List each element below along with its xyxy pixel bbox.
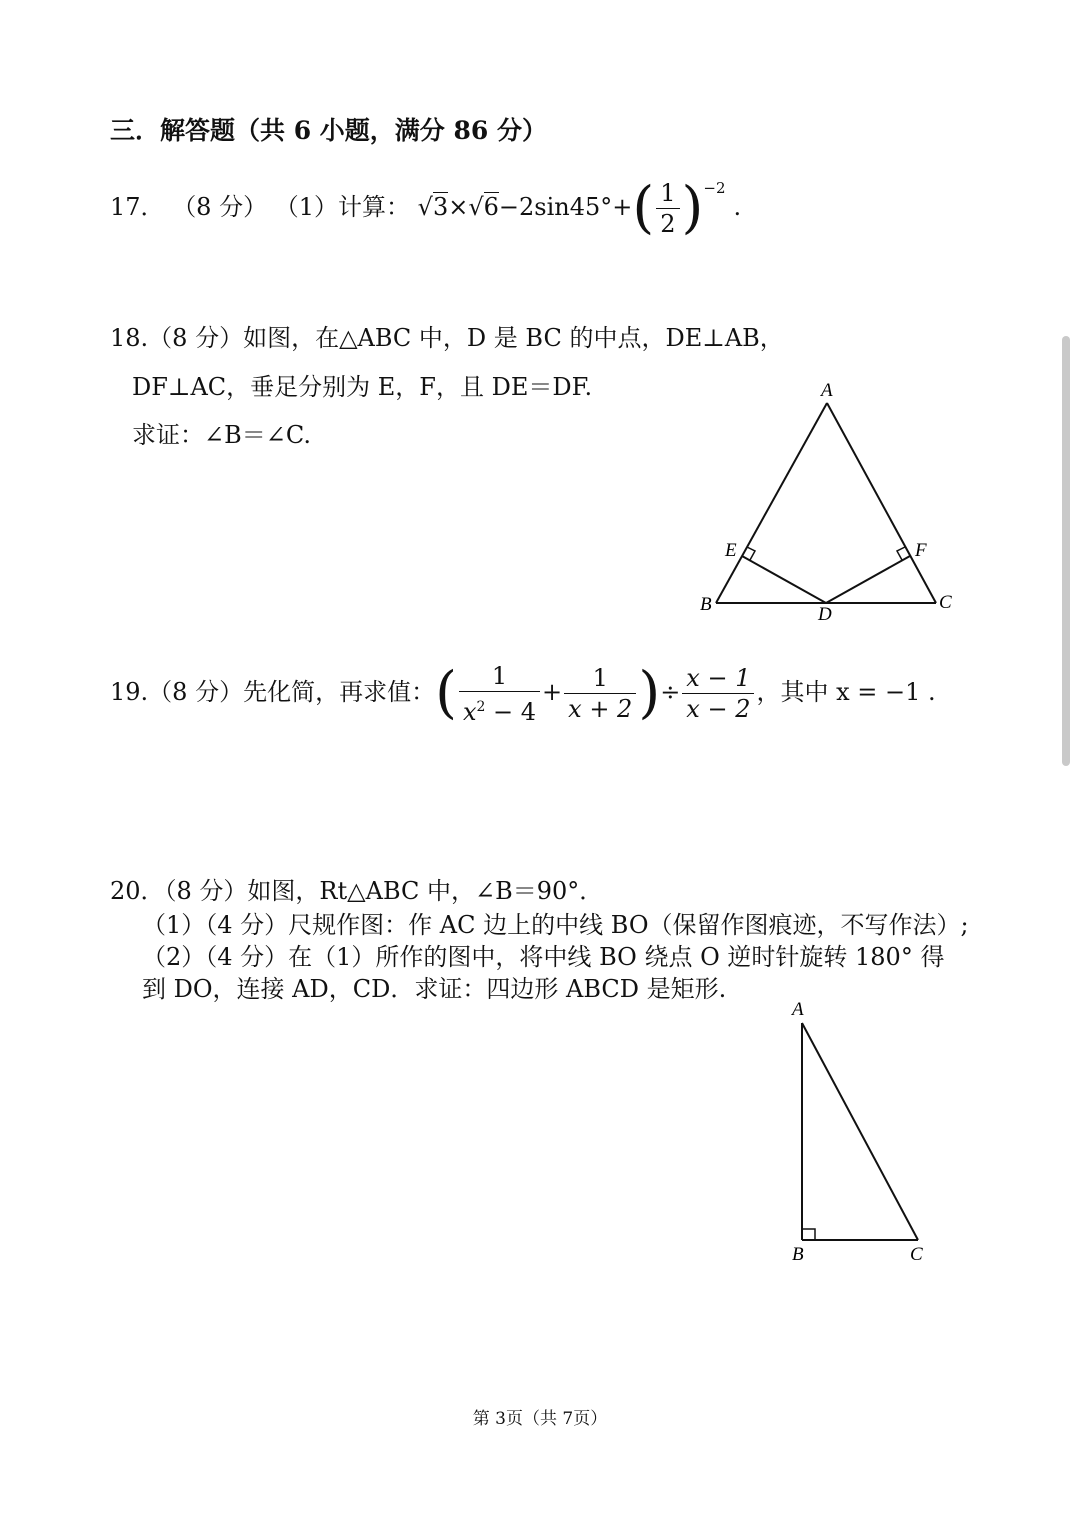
q17-end: . <box>733 193 742 221</box>
q20-side-AC <box>802 1023 918 1240</box>
q19-f2-num: 1 <box>564 663 636 694</box>
q17-frac-num: 1 <box>656 178 679 209</box>
q17-fraction <box>656 178 679 239</box>
left-paren: ( <box>632 175 655 241</box>
q20-right-triangle-figure <box>780 995 940 1270</box>
q18-segment-DF <box>826 556 910 603</box>
q20-line-4: 到 DO，连接 AD，CD．求证：四边形 ABCD 是矩形. <box>142 975 727 1003</box>
q19-prefix: 19.（8 分）先化简，再求值： <box>110 678 436 706</box>
q18-label-E: E <box>725 540 737 561</box>
q18-line-1: 18.（8 分）如图，在△ABC 中，D 是 BC 的中点，DE⊥AB， <box>110 324 784 352</box>
q17-frac-den: 2 <box>660 210 676 238</box>
q19-f1-den: $x^2 - 4$ <box>462 697 537 726</box>
q18-right-angle-F <box>897 547 905 560</box>
q20-line-2: （1）（4 分）尺规作图：作 AC 边上的中线 BO（保留作图痕迹，不写作法）; <box>142 911 969 939</box>
sqrt-symbol: √ <box>417 193 433 221</box>
q18-label-F: F <box>915 540 927 561</box>
q18-label-B: B <box>700 594 712 615</box>
times-symbol: × <box>448 193 469 221</box>
q17-sqrt-a: 3 <box>432 193 449 221</box>
q20-right-angle-B <box>802 1229 815 1240</box>
left-paren: ( <box>435 660 457 726</box>
section-title: 三．解答题（共 6 小题，满分 86 分） <box>110 116 548 145</box>
q19-fraction-3 <box>682 663 754 724</box>
q20-line-1: 20．（8 分）如图，Rt△ABC 中，∠B＝90°． <box>110 877 604 905</box>
q19-f3-den: x − 2 <box>686 695 751 723</box>
q20-line-3: （2）（4 分）在（1）所作的图中，将中线 BO 绕点 O 逆时针旋转 180° 得 <box>142 943 945 971</box>
q20-label-C: C <box>910 1244 923 1265</box>
q17-rest: −2sin45°+ <box>498 193 633 221</box>
sqrt-symbol: √ <box>468 193 484 221</box>
page-footer: 第 3页（共 7页） <box>472 1409 608 1429</box>
q19-f1-num: 1 <box>459 661 540 692</box>
q18-label-A: A <box>821 380 833 401</box>
q19-plus: + <box>542 678 563 706</box>
q19-suffix: ，其中 x = −1 . <box>756 678 936 706</box>
q20-label-B: B <box>792 1244 804 1265</box>
q18-label-C: C <box>939 592 952 613</box>
q18-right-angle-E <box>747 547 755 560</box>
q19-f2-den: x + 2 <box>568 695 633 723</box>
q19-divide: ÷ <box>660 678 681 706</box>
q17-sqrt-b: 6 <box>483 193 499 221</box>
q17-number: 17． <box>110 193 165 221</box>
q17-score: （8 分） <box>172 193 268 221</box>
q17-part: （1）计算： <box>274 193 411 221</box>
right-paren: ) <box>638 660 661 726</box>
right-paren: ) <box>681 175 704 241</box>
q17-expression <box>417 175 742 241</box>
q18-line-3: 求证：∠B＝∠C. <box>132 421 311 449</box>
q18-segment-DE <box>742 556 826 603</box>
question-17 <box>110 160 742 241</box>
q18-triangle-figure <box>690 370 970 630</box>
q17-exponent: −2 <box>703 179 726 197</box>
vertical-scrollbar[interactable] <box>1062 336 1070 766</box>
q20-label-A: A <box>792 999 804 1020</box>
q18-label-D: D <box>818 604 832 625</box>
question-19 <box>110 660 936 724</box>
q18-line-2: DF⊥AC，垂足分别为 E，F，且 DE＝DF. <box>132 373 593 401</box>
q19-fraction-2 <box>564 663 636 724</box>
q19-f3-num: x − 1 <box>682 663 754 694</box>
q19-fraction-1 <box>459 661 540 727</box>
